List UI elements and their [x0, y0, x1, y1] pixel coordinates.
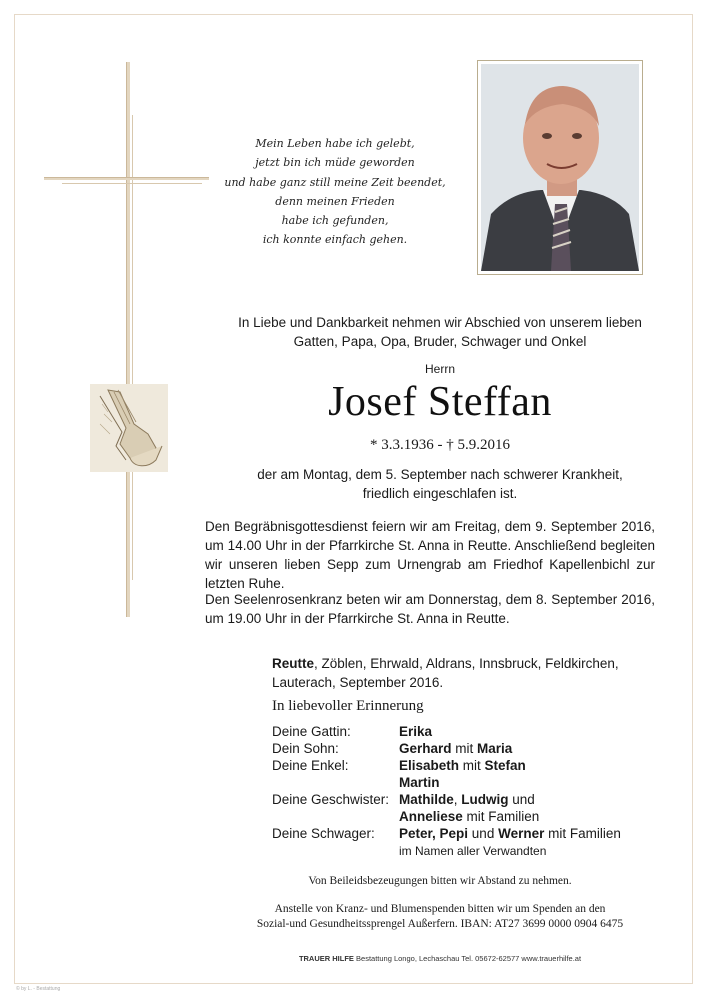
passing-line-2: friedlich eingeschlafen ist.: [362, 486, 518, 501]
family-name: Stefan: [484, 758, 526, 773]
footer-text: Bestattung Longo, Lechaschau Tel. 05672-62577 www.trauerhilfe.at: [353, 954, 582, 963]
cross-horizontal-inner: [62, 183, 202, 184]
footer: [205, 954, 675, 963]
intro-line-1: In Liebe und Dankbarkeit nehmen wir Abschied von unserem lieben: [238, 315, 642, 330]
passing-text: [205, 465, 675, 503]
family-name: Peter, Pepi: [399, 826, 469, 841]
relation-label: Deine Gattin:: [272, 724, 351, 739]
relation-label: Deine Enkel:: [272, 758, 349, 773]
remembrance-heading: In liebevoller Erinnerung: [272, 698, 424, 714]
life-dates: * 3.3.1936 - † 5.9.2016: [370, 437, 510, 453]
connector-text: und: [468, 826, 499, 841]
family-name: Erika: [399, 724, 433, 739]
family-name: Elisabeth: [399, 758, 460, 773]
relation-label: Deine Geschwister:: [272, 792, 390, 807]
poem-line: ich konnte einfach gehen.: [262, 233, 408, 247]
relation-label: Dein Sohn:: [272, 741, 339, 756]
deceased-name: Josef Steffan: [328, 379, 552, 425]
suffix-text: mit Familien: [462, 809, 540, 824]
footer-brand: TRAUER HILFE: [298, 954, 354, 963]
suffix-text: mit Familien: [544, 826, 621, 841]
places-line: [272, 654, 642, 692]
poem-line: und habe ganz still meine Zeit beendet,: [224, 175, 446, 189]
rosary-paragraph: Den Seelenrosenkranz beten wir am Donnerstag, dem 8. September 2016, um 19.00 Uhr in der Pfarrkirche St. Anna in Reutte.: [205, 592, 655, 626]
salutation: Herrn: [424, 362, 455, 376]
poem-line: jetzt bin ich müde geworden: [255, 156, 415, 170]
intro-text: [205, 313, 675, 351]
cross-vertical: [126, 62, 130, 617]
family-name: Ludwig: [461, 792, 509, 807]
passing-line-1: der am Montag, dem 5. September nach schwerer Krankheit,: [257, 467, 623, 482]
cross-vertical-inner: [132, 115, 133, 580]
corner-code: © by L. - Bestattung: [16, 986, 61, 992]
family-name: Anneliese: [399, 809, 463, 824]
portrait-photo: [477, 60, 643, 275]
poem-line: Mein Leben habe ich gelebt,: [255, 137, 415, 150]
place-first: Reutte: [272, 656, 315, 671]
intro-line-2: Gatten, Papa, Opa, Bruder, Schwager und Onkel: [293, 334, 587, 349]
praying-hands-image: [90, 384, 168, 472]
family-name: Gerhard: [399, 741, 452, 756]
connector-text: und: [508, 792, 535, 807]
connector-text: mit: [451, 741, 478, 756]
poem: [220, 134, 450, 250]
funeral-paragraph: Den Begräbnisgottesdienst feiern wir am Freitag, dem 9. September 2016, um 14.00 Uhr in der Pfarrkirche St. Anna in Reutte. Anschließend begleiten wir unseren lieben Sepp zum Urnengrab am Friedhof Kapellenbichl zur letzten Ruhe.: [205, 519, 655, 591]
family-name: Martin: [399, 775, 440, 790]
poem-line: denn meinen Frieden: [275, 194, 395, 208]
donation-note: [205, 902, 675, 932]
donation-line-1: Anstelle von Kranz- und Blumenspenden bitten wir um Spenden an den: [274, 903, 606, 915]
connector-text: ,: [453, 792, 462, 807]
family-name: Mathilde: [399, 792, 454, 807]
donation-line-2: Sozial-und Gesundheitssprengel Außerfern. IBAN: AT27 3699 0000 0904 6475: [256, 918, 624, 930]
relation-label: Deine Schwager:: [272, 826, 375, 841]
cross-horizontal: [44, 177, 209, 180]
relatives-note: im Namen aller Verwandten: [399, 844, 547, 858]
family-name: Werner: [498, 826, 545, 841]
family-name: Maria: [477, 741, 513, 756]
condolence-note: Von Beileidsbezeugungen bitten wir Abstand zu nehmen.: [308, 875, 572, 887]
connector-text: mit: [459, 758, 485, 773]
poem-line: habe ich gefunden,: [281, 214, 389, 228]
place-rest: , Zöblen, Ehrwald, Aldrans, Innsbruck, Feldkirchen, Lauterach, September 2016.: [272, 656, 619, 690]
